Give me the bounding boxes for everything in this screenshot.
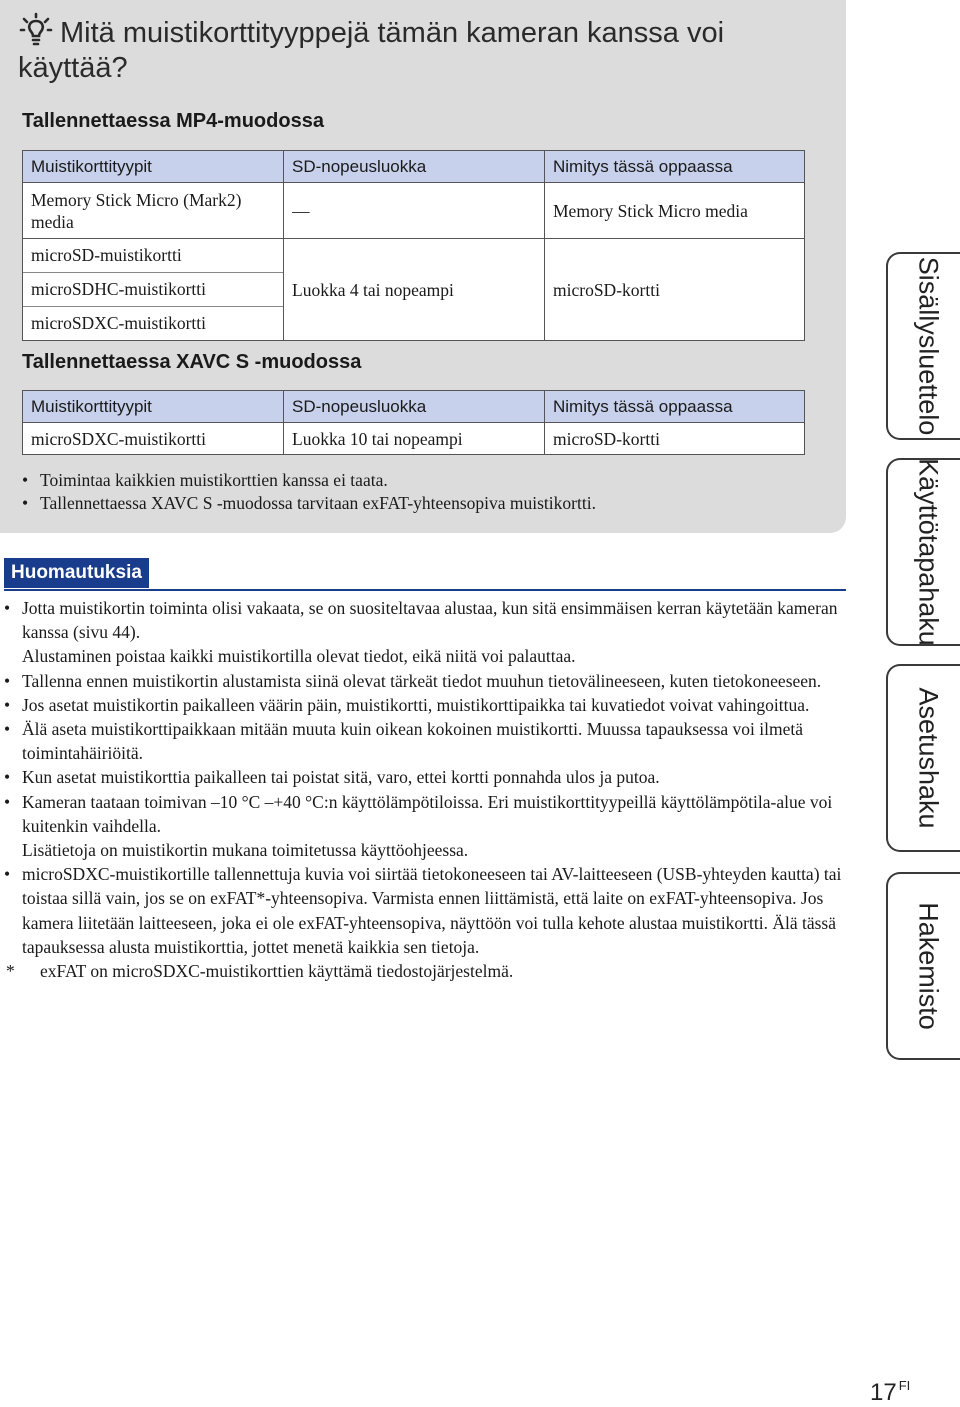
tab-contents[interactable] (886, 252, 960, 440)
table-header-row (23, 391, 805, 423)
list-item: • Jos asetat muistikortin paikalleen väärin päin, muistikortti, muistikorttipaikka tai kuvatiedot voivat vahingoittua. (4, 693, 844, 717)
header-guide-name: Nimitys tässä oppaassa (545, 151, 805, 183)
cell-speed-class: — (284, 183, 545, 239)
cell-speed-class: Luokka 4 tai nopeampi (284, 239, 545, 341)
tab-operation-search[interactable] (886, 458, 960, 646)
hint-box (0, 0, 846, 533)
page-number (870, 1378, 910, 1407)
list-item-continuation: Alustaminen poistaa kaikki muistikortilla olevat tiedot, eikä niitä voi palauttaa. (22, 646, 576, 667)
tab-index[interactable] (886, 872, 960, 1060)
list-item: • Toimintaa kaikkien muistikorttien kanssa ei taata. (20, 469, 596, 492)
mp4-heading: Tallennettaessa MP4-muodossa (22, 110, 324, 132)
list-item-continuation: Lisätietoja on muistikortin mukana toimitetussa käyttöohjeessa. (22, 840, 469, 861)
card-type-microsd: microSD-muistikortti (23, 239, 283, 273)
table-header-row (23, 151, 805, 183)
page-locale: FI (898, 1378, 911, 1393)
list-item: • Älä aseta muistikorttipaikkaan mitään muuta kuin oikean kokoinen muistikortti. Muussa tapauksessa voi ilmetä toimintahäiriöitä. (4, 717, 844, 765)
list-item: • Jotta muistikortin toiminta olisi vakaata, se on suositeltavaa alustaa, kun sitä ensimmäisen kerran käytetään kameran kanssa (sivu 44). (4, 596, 844, 644)
cell-guide-name: microSD-kortti (545, 239, 805, 341)
tab-settings-search-label: Asetushaku (913, 687, 944, 829)
cell-guide-name: Memory Stick Micro media (545, 183, 805, 239)
mp4-table (22, 150, 805, 341)
xavc-table (22, 390, 805, 455)
card-type-microsdhc: microSDHC-muistikortti (23, 273, 283, 307)
list-item: • Kun asetat muistikorttia paikalleen tai poistat sitä, varo, ettei kortti ponnahda ulos ja putoa. (4, 765, 844, 789)
tab-contents-label: Sisällysluettelo (913, 256, 944, 436)
lightbulb-icon (18, 12, 54, 48)
hint-title (18, 12, 818, 86)
xavc-heading: Tallennettaessa XAVC S -muodossa (22, 351, 362, 373)
tab-index-label: Hakemisto (913, 902, 944, 1030)
list-item: • microSDXC-muistikortille tallennettuja kuvia voi siirtää tietokoneeseen tai AV-laitteeseen (USB-yhteyden kautta) tai toistaa sillä vain, jos se on exFAT*-yhteensopiva. Varmista ennen liittämistä, että laite on exFAT-yhteensopiva. Jos kamera liitetään laitteeseen, joka ei ole exFAT-yhteensopiva, näyttöön voi tulla kehote alustaa muistikortti. Älä tässä tapauksessa alusta muistikorttia, jottet menetä kaikkia sen tietoja. (4, 862, 844, 959)
cell-card-types (23, 239, 284, 341)
tab-operation-search-label: Käyttötapahaku (913, 458, 944, 646)
footnote: * exFAT on microSDXC-muistikorttien käyttämä tiedostojärjestelmä. (4, 959, 844, 983)
tab-settings-search[interactable] (886, 664, 960, 852)
cell-card-type: microSDXC-muistikortti (23, 423, 284, 455)
notes-label: Huomautuksia (4, 558, 149, 588)
header-card-type: Muistikorttityypit (23, 391, 284, 423)
header-speed-class: SD-nopeusluokka (284, 391, 545, 423)
cell-card-type: Memory Stick Micro (Mark2) media (23, 183, 284, 239)
list-item: • Kameran taataan toimivan –10 °C –+40 °C:n käyttölämpötiloissa. Eri muistikorttityypeillä käyttölämpötila-alue voi kuitenkin vaihdella. (4, 790, 844, 838)
hint-title-text: Mitä muistikorttityyppejä tämän kameran kanssa voi käyttää? (18, 17, 725, 84)
list-item: • Tallenna ennen muistikortin alustamista siinä olevat tärkeät tiedot muuhun tietovälineeseen, kuten tietokoneeseen. (4, 669, 844, 693)
notes-divider (4, 589, 846, 591)
card-type-microsdxc: microSDXC-muistikortti (31, 313, 206, 333)
table-row (23, 423, 805, 455)
list-item: • Tallennettaessa XAVC S -muodossa tarvitaan exFAT-yhteensopiva muistikortti. (20, 492, 596, 515)
hint-notes (20, 469, 596, 515)
header-speed-class: SD-nopeusluokka (284, 151, 545, 183)
table-row (23, 183, 805, 239)
cell-guide-name: microSD-kortti (545, 423, 805, 455)
page-number-value: 17 (870, 1379, 897, 1406)
cell-speed-class: Luokka 10 tai nopeampi (284, 423, 545, 455)
table-row (23, 239, 805, 341)
header-card-type: Muistikorttityypit (23, 151, 284, 183)
header-guide-name: Nimitys tässä oppaassa (545, 391, 805, 423)
notes-list (4, 596, 844, 983)
